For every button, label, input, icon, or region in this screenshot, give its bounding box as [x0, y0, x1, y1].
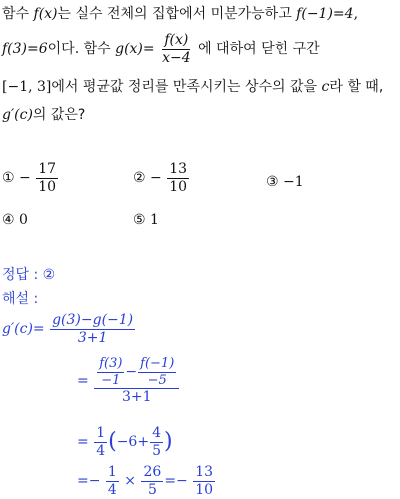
- choice-fraction: $\frac{17}{10}$: [38, 161, 57, 195]
- math-fraction: $\frac{4}{5}$: [152, 425, 161, 459]
- math-lhs: g′(c)=: [2, 321, 45, 338]
- problem-text: 에서 평균값 정리를 만족시키는 상수의 값을: [51, 79, 318, 95]
- equals: =: [77, 434, 89, 451]
- solution-step-2: [77, 357, 180, 405]
- solution-label: 해설 :: [2, 291, 39, 307]
- choice-1[interactable]: ① − $\frac{17}{10}$: [2, 161, 57, 195]
- problem-text: 함수: [2, 6, 30, 22]
- math-gx: g(x)=: [115, 41, 155, 58]
- choice-mark: ③: [266, 174, 279, 190]
- problem-line-1: [2, 3, 358, 23]
- choice-5[interactable]: ⑤ 1: [133, 212, 159, 228]
- choice-mark: ①: [2, 170, 15, 187]
- math-interval: [−1, 3]: [2, 79, 52, 95]
- problem-text: 에 대하여 닫힌 구간: [198, 41, 320, 58]
- math-fraction: $\frac{f(x)}{x-4}$: [162, 32, 191, 66]
- problem-text: 이다. 함수: [47, 41, 111, 58]
- answer-line: [2, 264, 55, 284]
- math-condition: f(3)=6: [2, 41, 48, 58]
- equals: =: [77, 372, 89, 389]
- math-fraction: $\frac{26}{5}$: [143, 464, 162, 498]
- solution-step-4: =− $\frac{1}{4}$ × $\frac{26}{5}$ =− $\frac{13}{10}$: [77, 464, 214, 498]
- problem-text: 의 값은?: [32, 107, 86, 123]
- choice-4[interactable]: ④ 0: [2, 212, 28, 228]
- math-c: c: [321, 79, 330, 95]
- math-fraction: $\frac{1}{4}$: [96, 425, 106, 459]
- math-fraction: $\frac{g(3)-g(-1)}{3+1}$: [52, 312, 134, 346]
- comma: ,: [353, 6, 359, 22]
- choice-3[interactable]: ③ −1: [266, 174, 304, 190]
- math-gprime: g′(c): [2, 107, 33, 123]
- choice-mark: ④: [2, 212, 15, 228]
- math-fx: f(x): [33, 6, 58, 22]
- math-complex-fraction: $\frac{f(3)}{-1}$ − $\frac{f(-1)}{-5}$ 3+1: [94, 357, 179, 405]
- math-fraction: $\frac{13}{10}$: [195, 464, 214, 498]
- choice-2[interactable]: ② − $\frac{13}{10}$: [133, 161, 188, 195]
- math-fraction: $\frac{1}{4}$: [107, 464, 117, 498]
- math-condition: f(−1)=4: [296, 6, 354, 22]
- answer-label: 정답 :: [2, 267, 39, 283]
- problem-text: 는 실수 전체의 집합에서 미분가능하고: [57, 6, 292, 22]
- math-fraction: $\frac{f(3)}{-1}$: [99, 356, 123, 388]
- problem-text: 라 할 때,: [329, 79, 384, 95]
- choice-mark: ⑤: [133, 212, 146, 228]
- problem-line-2: [2, 33, 320, 65]
- solution-step-1: [2, 313, 136, 345]
- open-paren: (: [108, 429, 117, 455]
- math-fraction: $\frac{f(-1)}{-5}$: [140, 356, 175, 388]
- close-paren: ): [164, 429, 173, 455]
- problem-line-4: [2, 104, 85, 124]
- choice-mark: ②: [133, 170, 146, 187]
- problem-line-3: [2, 76, 383, 96]
- answer-value: ②: [42, 267, 56, 283]
- solution-step-3: = $\frac{1}{4}$ (−6+ $\frac{4}{5}$ ): [77, 425, 173, 459]
- choice-fraction: $\frac{13}{10}$: [169, 161, 188, 195]
